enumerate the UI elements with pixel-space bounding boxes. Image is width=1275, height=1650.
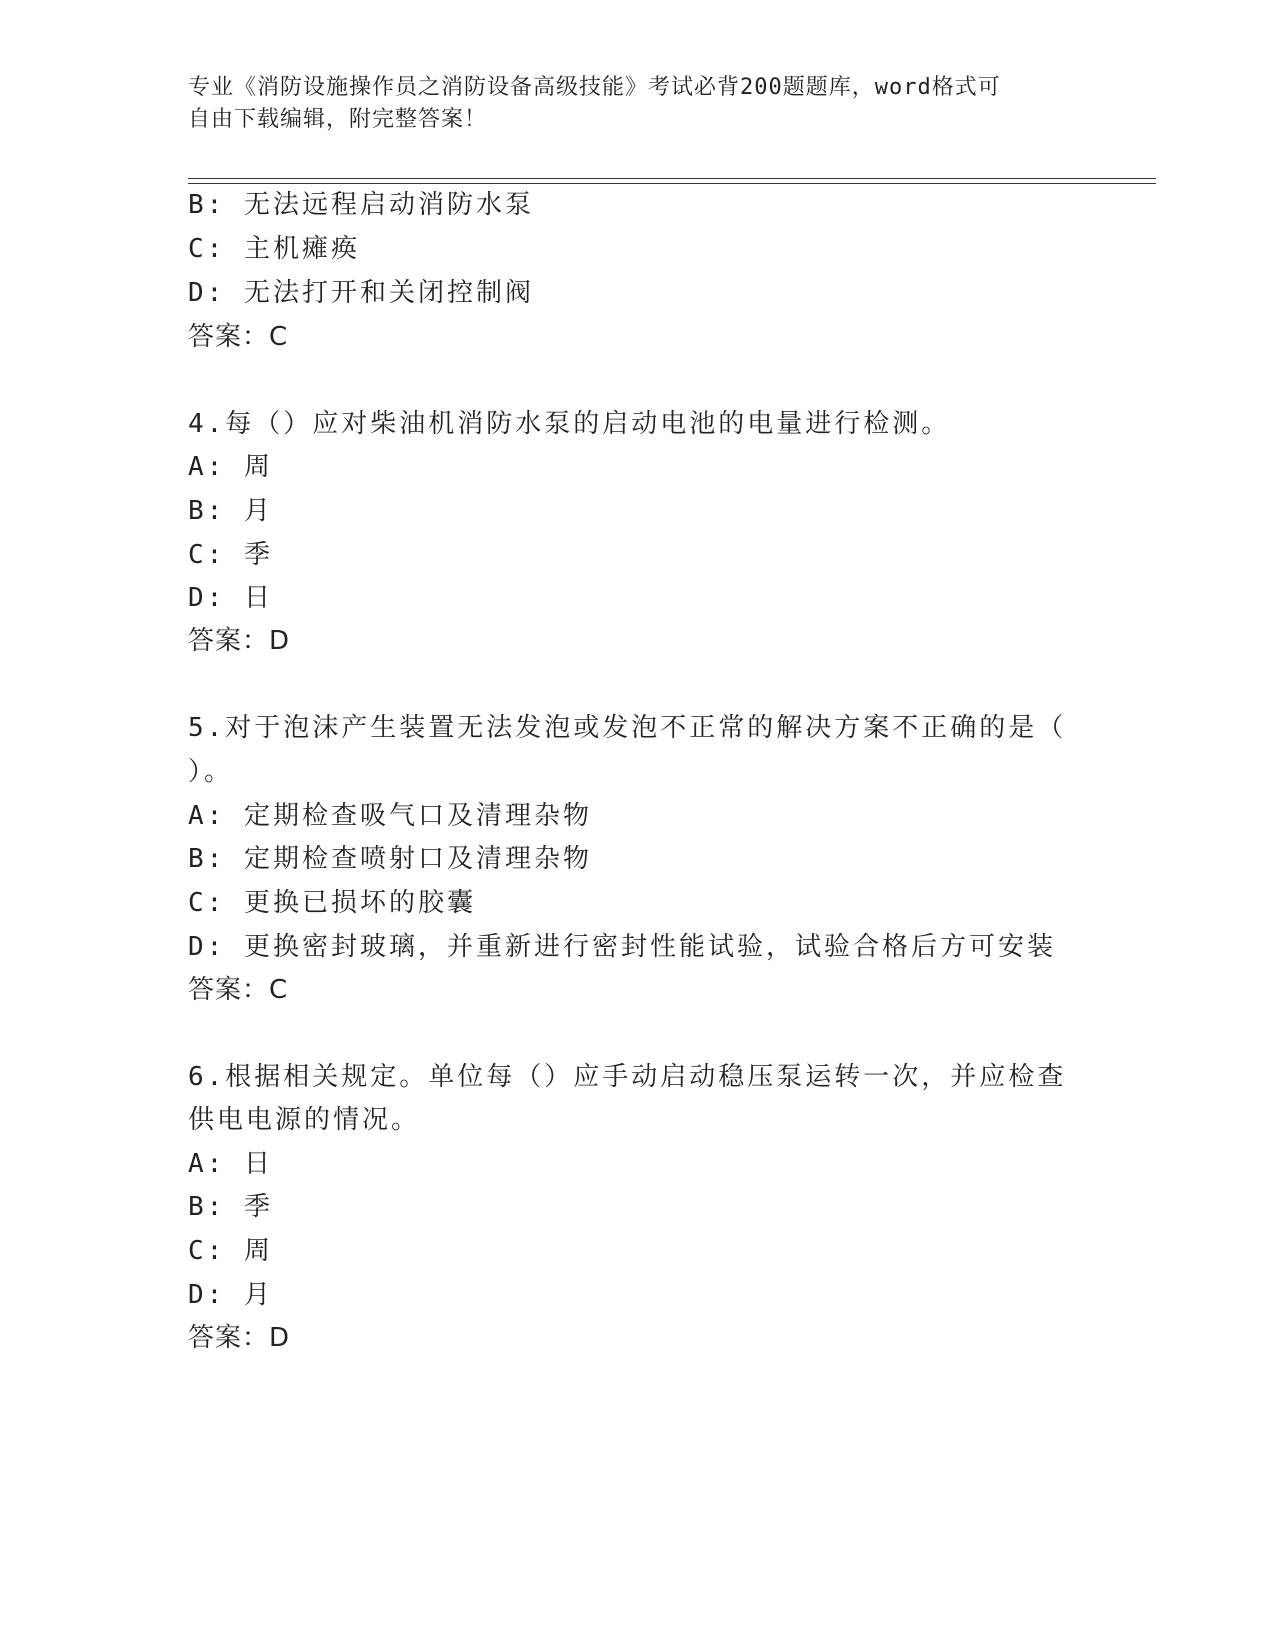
q3-option-c: C: 主机瘫痪 <box>188 234 360 264</box>
header-line-2: 自由下载编辑，附完整答案！ <box>188 107 488 132</box>
q6-option-a: A: 日 <box>188 1149 273 1179</box>
document-header <box>188 72 1068 136</box>
q6-stem-line-1: 6.根据相关规定。单位每（）应手动启动稳压泵运转一次，并应检查 <box>188 1062 1067 1092</box>
q6-option-b: B: 季 <box>188 1192 273 1222</box>
header-divider-top <box>188 178 1156 179</box>
q5-option-b: B: 定期检查喷射口及清理杂物 <box>188 844 592 874</box>
q3-option-b: B: 无法远程启动消防水泵 <box>188 190 534 220</box>
header-divider-bottom <box>188 183 1156 184</box>
q4-option-a: A: 周 <box>188 452 273 482</box>
q5-stem-line-2: ）。 <box>188 757 234 787</box>
q4-option-b: B: 月 <box>188 496 273 526</box>
q5-answer: 答案：C <box>188 975 289 1005</box>
q3-option-d: D: 无法打开和关闭控制阀 <box>188 278 534 308</box>
q4-option-c: C: 季 <box>188 540 273 570</box>
q5-option-a: A: 定期检查吸气口及清理杂物 <box>188 801 592 831</box>
q5-option-d: D: 更换密封玻璃，并重新进行密封性能试验，试验合格后方可安装 <box>188 932 1056 962</box>
q3-answer: 答案：C <box>188 322 289 352</box>
q5-option-c: C: 更换已损坏的胶囊 <box>188 888 476 918</box>
q6-option-d: D: 月 <box>188 1280 273 1310</box>
q4-answer: 答案：D <box>188 626 291 656</box>
header-line-1: 专业《消防设施操作员之消防设备高级技能》考试必背200题题库，word格式可 <box>188 75 1001 100</box>
q6-stem-line-2: 供电电源的情况。 <box>188 1105 421 1135</box>
q4-stem: 4.每（）应对柴油机消防水泵的启动电池的电量进行检测。 <box>188 409 951 439</box>
q4-option-d: D: 日 <box>188 583 273 613</box>
q6-answer: 答案：D <box>188 1323 291 1353</box>
q5-stem-line-1: 5.对于泡沫产生装置无法发泡或发泡不正常的解决方案不正确的是（ <box>188 713 1067 743</box>
q6-option-c: C: 周 <box>188 1236 273 1266</box>
